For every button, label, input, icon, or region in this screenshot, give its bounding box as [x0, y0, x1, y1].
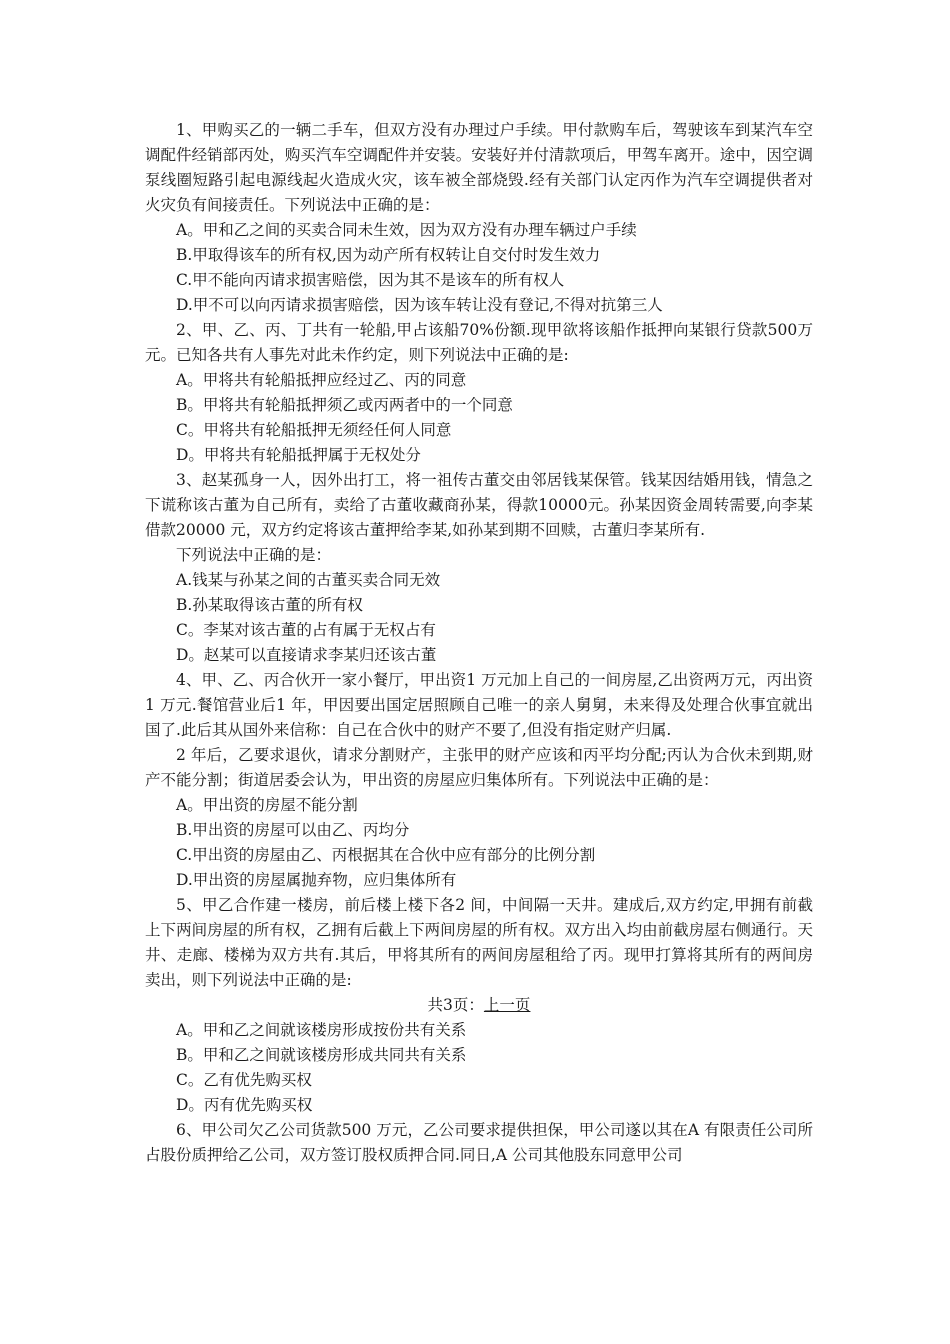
question-3-option-b: B.孙某取得该古董的所有权: [176, 596, 363, 614]
question-4-stem: 4、甲、乙、丙合伙开一家小餐厅，甲出资1 万元加上自己的一间房屋,乙出资两万元，丙出资1 万元.餐馆营业后1 年，甲因要出国定居照顾自己唯一的亲人舅舅，未来得及处理合伙事宜就出国了.此后其从国外来信称：自己在合伙中的财产不要了,但没有指定财产归属.: [145, 671, 813, 739]
question-2-option-c: C。甲将共有轮船抵押无须经任何人同意: [176, 421, 452, 439]
question-1-option-c: C.甲不能向丙请求损害赔偿，因为其不是该车的所有权人: [176, 271, 565, 289]
question-4-option-a: A。甲出资的房屋不能分割: [176, 796, 358, 814]
question-2-option-a: A。甲将共有轮船抵押应经过乙、丙的同意: [176, 371, 467, 389]
question-1-option-a: A。甲和乙之间的买卖合同未生效，因为双方没有办理车辆过户手续: [176, 221, 637, 239]
previous-page-link[interactable]: 上一页: [483, 996, 531, 1014]
question-4-option-d: D.甲出资的房屋属抛弃物，应归集体所有: [176, 871, 457, 889]
question-5-stem: 5、甲乙合作建一楼房，前后楼上楼下各2 间，中间隔一天井。建成后,双方约定,甲拥有前截上下两间房屋的所有权，乙拥有后截上下两间房屋的所有权。双方出入均由前截房屋右侧通行。天井、走廊、楼梯为双方共有.其后，甲将其所有的两间房屋租给了丙。现甲打算将其所有的两间房卖出，则下列说法中正确的是:: [145, 896, 813, 989]
question-5-option-a: A。甲和乙之间就该楼房形成按份共有关系: [176, 1021, 467, 1039]
question-2-option-b: B。甲将共有轮船抵押须乙或丙两者中的一个同意: [176, 396, 513, 414]
question-5-option-d: D。丙有优先购买权: [176, 1096, 313, 1114]
question-3-option-a: A.钱某与孙某之间的古董买卖合同无效: [176, 571, 441, 589]
question-4-option-b: B.甲出资的房屋可以由乙、丙均分: [176, 821, 410, 839]
question-1-option-d: D.甲不可以向丙请求损害赔偿，因为该车转让没有登记,不得对抗第三人: [176, 296, 663, 314]
question-3-prompt: 下列说法中正确的是：: [176, 546, 332, 564]
question-4-option-c: C.甲出资的房屋由乙、丙根据其在合伙中应有部分的比例分割: [176, 846, 596, 864]
question-1-option-b: B.甲取得该车的所有权,因为动产所有权转让自交付时发生效力: [176, 246, 601, 264]
question-3-stem: 3、赵某孤身一人，因外出打工，将一祖传古董交由邻居钱某保管。钱某因结婚用钱，情急之下谎称该古董为自己所有，卖给了古董收藏商孙某，得款10000元。孙某因资金周转需要,向李某借款20000 元，双方约定将该古董押给李某,如孙某到期不回赎，古董归李某所有.: [145, 471, 813, 539]
question-2-stem: 2、甲、乙、丙、丁共有一轮船,甲占该船70%份额.现甲欲将该船作抵押向某银行贷款500万元。已知各共有人事先对此未作约定，则下列说法中正确的是:: [145, 321, 813, 364]
question-5-option-b: B。甲和乙之间就该楼房形成共同共有关系: [176, 1046, 467, 1064]
pagination: [145, 993, 813, 1018]
document-page: [145, 118, 813, 1168]
question-3-option-d: D。赵某可以直接请求李某归还该古董: [176, 646, 437, 664]
question-2-option-d: D。甲将共有轮船抵押属于无权处分: [176, 446, 421, 464]
question-4-stem-continued: 2 年后，乙要求退伙，请求分割财产，主张甲的财产应该和丙平均分配;丙认为合伙未到期,财产不能分割；街道居委会认为，甲出资的房屋应归集体所有。下列说法中正确的是：: [145, 746, 813, 789]
question-3-option-c: C。李某对该古董的占有属于无权占有: [176, 621, 436, 639]
question-1-stem: 1、甲购买乙的一辆二手车，但双方没有办理过户手续。甲付款购车后，驾驶该车到某汽车空调配件经销部丙处，购买汽车空调配件并安装。安装好并付清款项后，甲驾车离开。途中，因空调泵线圈短路引起电源线起火造成火灾，该车被全部烧毁.经有关部门认定丙作为汽车空调提供者对火灾负有间接责任。下列说法中正确的是：: [145, 121, 813, 214]
question-5-option-c: C。乙有优先购买权: [176, 1071, 312, 1089]
page-count-label: 共3页：: [427, 996, 484, 1014]
question-6-stem: 6、甲公司欠乙公司货款500 万元，乙公司要求提供担保，甲公司遂以其在A 有限责任公司所占股份质押给乙公司，双方签订股权质押合同.同日,A 公司其他股东同意甲公司: [145, 1121, 813, 1164]
